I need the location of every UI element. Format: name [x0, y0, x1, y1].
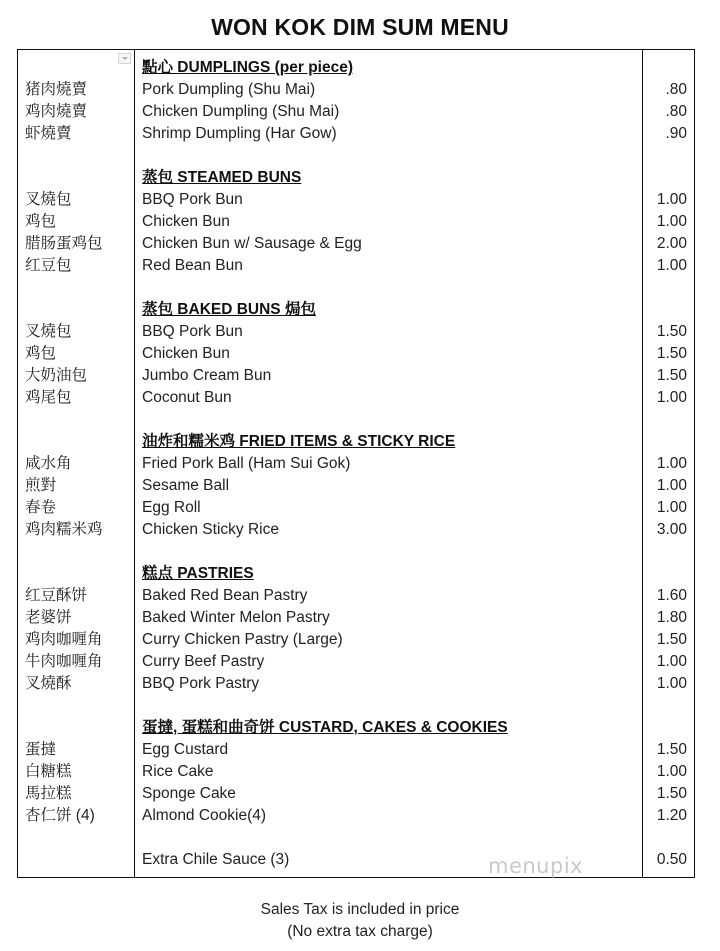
menu-item [18, 519, 694, 541]
section-header [18, 717, 694, 739]
item-chinese-name: 红豆酥饼 [25, 587, 88, 604]
item-english-name: Pork Dumpling (Shu Mai) [142, 81, 316, 98]
menu-title: WON KOK DIM SUM MENU [211, 14, 509, 40]
item-chinese-name: 鸡肉糯米鸡 [25, 521, 103, 538]
menu-item [18, 739, 694, 761]
item-english-name: Sesame Ball [142, 477, 230, 494]
item-chinese-name: 馬拉糕 [25, 785, 72, 802]
item-chinese-name: 鸡包 [25, 213, 57, 230]
spacer-row [18, 277, 694, 299]
item-price: 3.00 [656, 521, 687, 538]
menu-item [18, 629, 694, 651]
item-english-name: Chicken Bun [142, 345, 230, 362]
item-english-name: Coconut Bun [142, 389, 232, 406]
section-title: 油炸和糯米鸡 FRIED ITEMS & STICKY RICE [142, 433, 456, 450]
item-english-name: BBQ Pork Bun [142, 191, 243, 208]
section-title: 蒸包 STEAMED BUNS [142, 169, 302, 186]
item-chinese-name: 叉燒包 [25, 191, 72, 208]
menu-item [18, 783, 694, 805]
item-chinese-name: 蛋撻 [25, 741, 57, 758]
section-title: 糕点 PASTRIES [142, 565, 254, 582]
item-chinese-name: 鸡肉燒賣 [25, 103, 88, 120]
menu-item [18, 497, 694, 519]
menu-item [18, 343, 694, 365]
item-chinese-name: 老婆饼 [25, 609, 72, 626]
item-english-name: Chicken Bun w/ Sausage & Egg [142, 235, 362, 252]
section-title: 點心 DUMPLINGS (per piece) [142, 59, 353, 76]
spacer-row [18, 695, 694, 717]
item-chinese-name: 煎對 [25, 477, 57, 494]
item-chinese-name: 牛肉咖喱角 [25, 653, 103, 670]
menu-item [18, 189, 694, 211]
item-price: .80 [665, 81, 687, 98]
section-title: 蛋撻, 蛋糕和曲奇饼 CUSTARD, CAKES & COOKIES [142, 719, 508, 736]
menu-item [18, 651, 694, 673]
menu-item [18, 387, 694, 409]
item-english-name: Rice Cake [142, 763, 214, 780]
item-english-name: Chicken Bun [142, 213, 230, 230]
section-header [18, 57, 694, 79]
item-price: .80 [665, 103, 687, 120]
section-header [18, 299, 694, 321]
menu-item [18, 211, 694, 233]
item-price: 1.50 [656, 741, 687, 758]
menu-item [18, 607, 694, 629]
item-english-name: Almond Cookie(4) [142, 807, 267, 824]
item-chinese-name: 腊肠蛋鸡包 [25, 235, 103, 252]
tax-note-subtext: (No extra tax charge) [287, 923, 433, 940]
spacer-row [18, 827, 694, 849]
item-english-name: Egg Roll [142, 499, 201, 516]
item-english-name: Baked Red Bean Pastry [142, 587, 308, 604]
section-header [18, 563, 694, 585]
item-price: 0.50 [656, 851, 687, 868]
item-price: 1.50 [656, 323, 687, 340]
item-chinese-name: 大奶油包 [25, 367, 88, 384]
item-price: .90 [665, 125, 687, 142]
menu-item [18, 475, 694, 497]
item-price: 1.00 [656, 257, 687, 274]
spacer-row [18, 145, 694, 167]
watermark-logo: menupix [488, 854, 584, 878]
extra-item [18, 849, 694, 871]
menu-item [18, 761, 694, 783]
item-chinese-name: 白糖糕 [25, 763, 72, 780]
item-english-name: Fried Pork Ball (Ham Sui Gok) [142, 455, 351, 472]
item-chinese-name: 虾燒賣 [25, 125, 72, 142]
item-price: 1.00 [656, 191, 687, 208]
item-price: 1.00 [656, 499, 687, 516]
item-price: 1.00 [656, 653, 687, 670]
spacer-row [18, 409, 694, 431]
menu-item [18, 805, 694, 827]
item-price: 1.00 [656, 477, 687, 494]
item-english-name: Curry Beef Pastry [142, 653, 265, 670]
item-english-name: Jumbo Cream Bun [142, 367, 272, 384]
item-chinese-name: 鸡肉咖喱角 [25, 631, 103, 648]
item-price: 1.00 [656, 389, 687, 406]
section-header [18, 167, 694, 189]
item-price: 1.00 [656, 213, 687, 230]
item-english-name: Egg Custard [142, 741, 229, 758]
item-chinese-name: 猪肉燒賣 [25, 81, 88, 98]
spacer-row [18, 541, 694, 563]
item-price: 1.80 [656, 609, 687, 626]
menu-item [18, 321, 694, 343]
item-chinese-name: 鸡尾包 [25, 389, 72, 406]
tax-note: Sales Tax is included in price [260, 901, 460, 918]
item-price: 1.00 [656, 675, 687, 692]
item-chinese-name: 咸水角 [25, 455, 72, 472]
item-chinese-name: 叉燒酥 [25, 675, 72, 692]
item-price: 1.00 [656, 763, 687, 780]
item-price: 1.20 [656, 807, 687, 824]
menu-item [18, 365, 694, 387]
item-price: 1.50 [656, 345, 687, 362]
item-chinese-name: 红豆包 [25, 257, 72, 274]
item-english-name: Baked Winter Melon Pastry [142, 609, 330, 626]
item-english-name: Curry Chicken Pastry (Large) [142, 631, 343, 648]
item-english-name: Extra Chile Sauce (3) [142, 851, 290, 868]
menu-rows [18, 57, 694, 871]
menu-item [18, 101, 694, 123]
item-chinese-name: 鸡包 [25, 345, 57, 362]
menu-item [18, 123, 694, 145]
item-price: 1.50 [656, 631, 687, 648]
item-chinese-name: 春卷 [25, 499, 57, 516]
item-english-name: Sponge Cake [142, 785, 236, 802]
item-english-name: Chicken Dumpling (Shu Mai) [142, 103, 340, 120]
item-english-name: BBQ Pork Pastry [142, 675, 260, 692]
item-english-name: BBQ Pork Bun [142, 323, 243, 340]
item-english-name: Red Bean Bun [142, 257, 243, 274]
menu-item [18, 673, 694, 695]
item-chinese-name: 叉燒包 [25, 323, 72, 340]
item-price: 1.50 [656, 785, 687, 802]
menu-item [18, 585, 694, 607]
menu-item [18, 255, 694, 277]
item-english-name: Chicken Sticky Rice [142, 521, 279, 538]
item-price: 1.50 [656, 367, 687, 384]
item-chinese-name: 杏仁饼 (4) [25, 807, 95, 824]
menu-item [18, 79, 694, 101]
section-header [18, 431, 694, 453]
item-english-name: Shrimp Dumpling (Har Gow) [142, 125, 337, 142]
menu-item [18, 453, 694, 475]
item-price: 1.00 [656, 455, 687, 472]
item-price: 1.60 [656, 587, 687, 604]
menu-item [18, 233, 694, 255]
section-title: 蒸包 BAKED BUNS 焗包 [142, 301, 316, 318]
item-price: 2.00 [656, 235, 687, 252]
menu-table [17, 49, 695, 878]
